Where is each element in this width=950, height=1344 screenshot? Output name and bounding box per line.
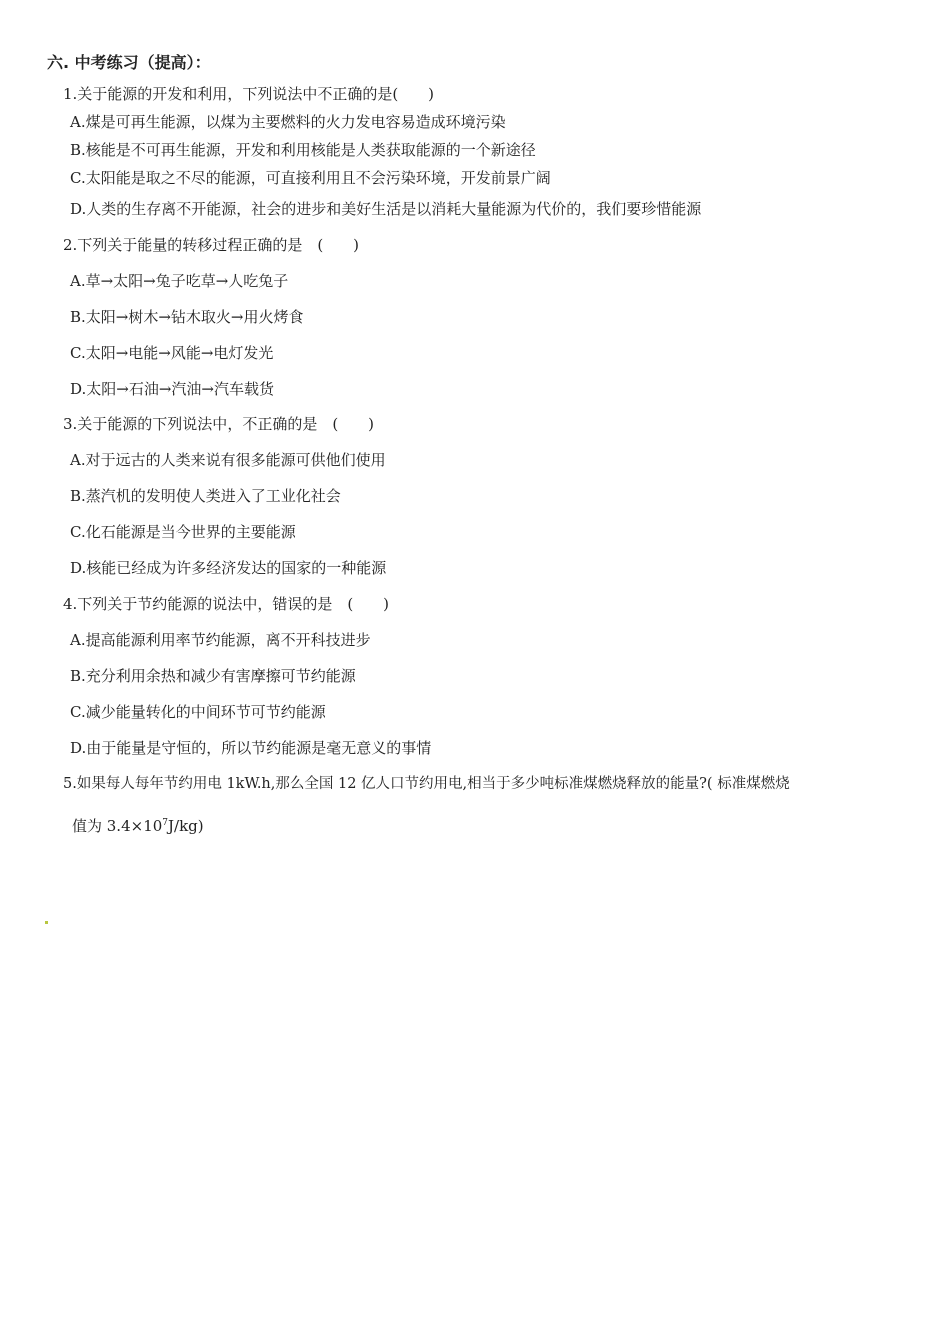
question-3-option-c: C.化石能源是当今世界的主要能源	[70, 523, 296, 541]
question-3-option-b: B.蒸汽机的发明使人类进入了工业化社会	[70, 487, 341, 505]
question-1-option-c: C.太阳能是取之不尽的能源，可直接利用且不会污染环境，开发前景广阔	[70, 169, 551, 187]
question-4-stem: 4.下列关于节约能源的说法中，错误的是 ( )	[63, 595, 390, 613]
question-4-option-c: C.减少能量转化的中间环节可节约能源	[70, 703, 326, 721]
stray-mark	[45, 921, 48, 924]
question-1-option-d: D.人类的生存离不开能源，社会的进步和美好生活是以消耗大量能源为代价的，我们要珍惜能源	[70, 200, 702, 218]
question-4-option-a: A.提高能源利用率节约能源，离不开科技进步	[70, 631, 371, 649]
question-5-exponent: 7	[162, 818, 169, 828]
question-4-option-d: D.由于能量是守恒的，所以节约能源是毫无意义的事情	[70, 739, 432, 757]
question-1-stem: 1.关于能源的开发和利用，下列说法中不正确的是( )	[63, 85, 435, 103]
question-2-option-a: A.草→太阳→兔子吃草→人吃兔子	[70, 272, 289, 290]
question-2-stem: 2.下列关于能量的转移过程正确的是 ( )	[63, 236, 360, 254]
question-1-option-a: A.煤是可再生能源，以煤为主要燃料的火力发电容易造成环境污染	[70, 113, 506, 131]
question-2-option-c: C.太阳→电能→风能→电灯发光	[70, 344, 274, 362]
question-5-unit: J/kg)	[168, 817, 204, 835]
question-5-line-2	[72, 815, 204, 837]
question-2-option-d: D.太阳→石油→汽油→汽车载货	[70, 380, 274, 398]
question-2-option-b: B.太阳→树木→钻木取火→用火烤食	[70, 308, 304, 326]
question-3-option-a: A.对于远古的人类来说有很多能源可供他们使用	[70, 451, 386, 469]
question-5-line-1: 5.如果每人每年节约用电 1kW.h,那么全国 12 亿人口节约用电,相当于多少吨标准煤燃烧释放的能量?( 标准煤燃烧	[63, 776, 790, 792]
question-3-option-d: D.核能已经成为许多经济发达的国家的一种能源	[70, 559, 387, 577]
question-3-stem: 3.关于能源的下列说法中，不正确的是 ( )	[63, 415, 375, 433]
section-title: 六. 中考练习（提高）：	[47, 53, 211, 72]
question-1-option-b: B.核能是不可再生能源，开发和利用核能是人类获取能源的一个新途径	[70, 141, 536, 159]
question-5-value: 值为 3.4×10	[72, 817, 163, 835]
question-4-option-b: B.充分利用余热和减少有害摩擦可节约能源	[70, 667, 356, 685]
